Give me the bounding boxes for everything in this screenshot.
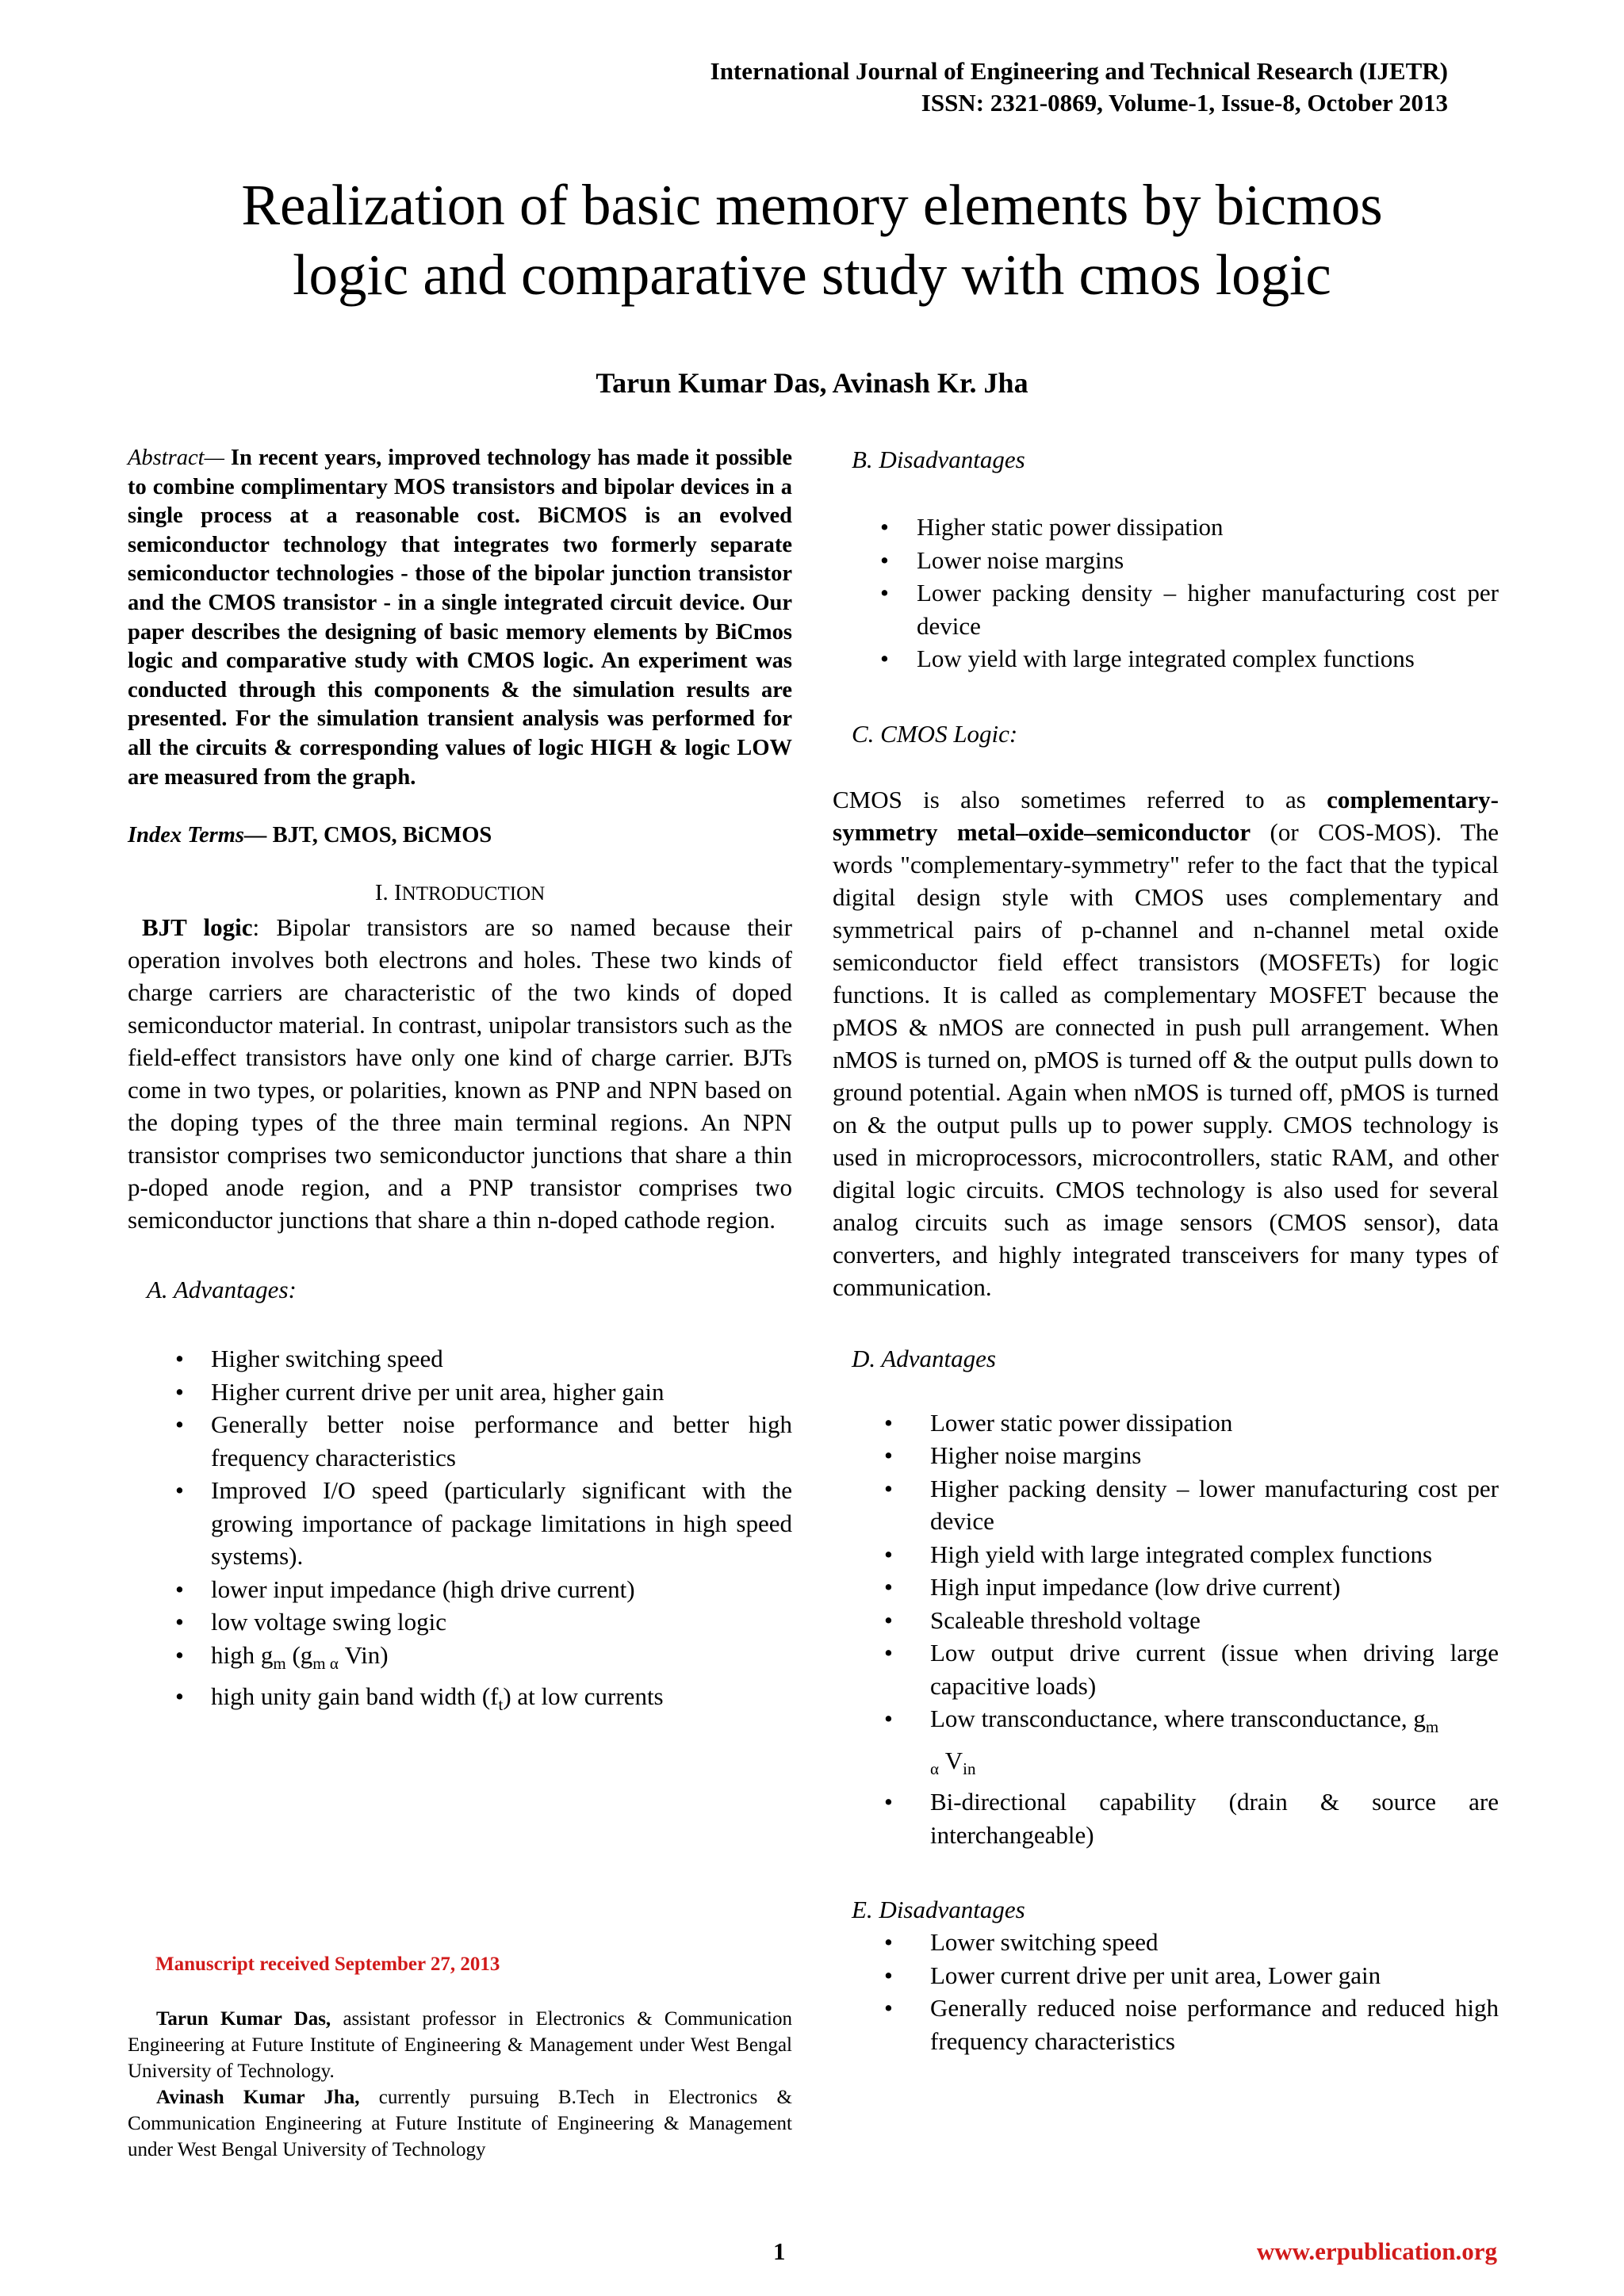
journal-name: International Journal of Engineering and Technical Research (IJETR) [710,57,1448,85]
section-number: I. I [374,880,402,906]
list-item: • Higher packing density – lower manufacturing cost per device [833,1472,1499,1538]
list-item: • Higher switching speed [128,1342,792,1376]
advantages-a-heading: A. Advantages: [147,1276,297,1304]
gm-subscript: m α [312,1653,339,1673]
abstract-text: In recent years, improved technology has made it possible to combine complimentary MOS transistors and bipolar devices in a single process at a reasonable cost. BiCMOS is an evolved semiconductor technology that integrates two formerly separate semiconductor technologies - those of the bipolar junction transistor and the CMOS transistor - in a single integrated circuit device. Our paper describes the designing of basic memory elements by BiCmos logic and comparative study with CMOS logic. An experiment was conducted through this components & the simulation results are presented. For the simulation transient analysis was performed for all the circuits & corresponding values of logic HIGH & logic LOW are measured from the graph. [128,446,792,790]
footnote-author-1-name: Tarun Kumar Das, [156,2008,331,2030]
disadvantages-b-heading: B. Disadvantages [852,446,1025,473]
list-item: • Higher static power dissipation [833,511,1499,544]
footnote-author-2-text: currently pursuing B.Tech in Electronics & Communication Engineering at Future Institute of Engineering & Management under West Bengal University of Technology [128,2087,792,2160]
list-item: • Scaleable threshold voltage [833,1604,1499,1637]
ft-text: ) at low currents [503,1682,664,1711]
trans-alpha: α [930,1758,940,1778]
list-item-transconductance [833,1702,1499,1785]
index-terms-text: BJT, CMOS, BiCMOS [266,823,492,848]
advantages-d-heading: D. Advantages [852,1344,996,1372]
footnote-author-2 [128,2084,792,2163]
cmos-paragraph [833,783,1499,1303]
list-item: • Generally better noise performance and better high frequency characteristics [128,1408,792,1474]
cmos-c-heading: C. CMOS Logic: [852,719,1018,748]
list-item: • lower input impedance (high drive current) [128,1573,792,1606]
gm-subscript: m [273,1653,286,1673]
paper-title [0,170,1624,310]
trans-text: V [939,1746,963,1774]
section-title: NTRODUCTION [401,883,546,905]
list-item-ft [128,1680,792,1722]
list-item: • Lower static power dissipation [833,1406,1499,1440]
list-item: • High input impedance (low drive current) [833,1571,1499,1604]
cmos-text-2: (or COS-MOS). The words "complementary-symmetry" refer to the fact that the typical digital design style with CMOS uses complementary and symmetrical pairs of p-channel and n-channel metal oxide semiconductor field effect transistors (MOSFETs) for logic functions. It is called as complementary MOSFET because the pMOS & nMOS are connected in push pull arrangement. When nMOS is turned on, pMOS is turned off & the output pulls down to ground potential. Again when nMOS is turned off, pMOS is turned on & the output pulls up to power supply. CMOS technology is used in microprocessors, microcontrollers, static RAM, and other digital logic circuits. CMOS technology is also used for several analog circuits such as image sensors (CMOS sensor), data converters, and highly integrated transceivers for many types of communication. [833,817,1499,1301]
gm-text: high g [211,1640,274,1669]
title-line-1: Realization of basic memory elements by bicmos [241,173,1383,237]
section-heading-introduction [128,880,792,906]
list-item: • low voltage swing logic [128,1605,792,1639]
list-item: • Generally reduced noise performance and reduced high frequency characteristics [833,1992,1499,2057]
manuscript-received: Manuscript received September 27, 2013 [155,1954,500,1975]
abstract-lead: Abstract [128,446,205,470]
trans-text: Low transconductance, where transconductance, g [930,1705,1426,1732]
disadvantages-b-list [833,511,1499,675]
list-item: • Higher noise margins [833,1439,1499,1472]
page-number: 1 [773,2237,786,2265]
index-terms [128,823,792,848]
intro-text: : Bipolar transistors are so named because their operation involves both electrons and holes. These two kinds of charge carriers are characteristic of the two kinds of doped semiconductor material. In contrast, unipolar transistors such as the field-effect transistors have only one kind of charge carrier. BJTs come in two types, or polarities, known as PNP and NPN based on the doping types of the three main terminal regions. An NPN transistor comprises two semiconductor junctions that share a thin p-doped anode region, and a PNP transistor comprises two semiconductor junctions that share a thin n-doped cathode region. [128,913,792,1234]
cmos-bold-term: complementary-symmetry metal–oxide–semiconductor [833,785,1499,846]
trans-subscript: in [963,1758,976,1778]
footnote-author-1-text: assistant professor in Electronics & Communication Engineering at Future Institute of Engineering & Management under West Bengal University of Technology. [128,2008,793,2082]
ft-subscript: t [498,1695,504,1715]
gm-text: (g [285,1640,313,1669]
list-item: • Low yield with large integrated complex functions [833,642,1499,675]
footnote-author-1 [128,2006,792,2084]
authors: Tarun Kumar Das, Avinash Kr. Jha [596,367,1028,399]
advantages-d-list [833,1406,1499,1852]
list-item: • High yield with large integrated complex functions [833,1538,1499,1571]
left-column [128,444,792,1722]
disadvantages-e-heading: E. Disadvantages [852,1896,1025,1923]
journal-header [710,55,1448,119]
abstract [128,444,792,792]
ft-text: high unity gain band width (f [211,1682,499,1711]
list-item: • Bi-directional capability (drain & source are interchangeable) [833,1785,1499,1851]
trans-subscript: m [1425,1717,1439,1736]
gm-text: Vin) [338,1640,389,1669]
journal-issn: ISSN: 2321-0869, Volume-1, Issue-8, October 2013 [921,89,1448,117]
list-item: • Lower noise margins [833,544,1499,577]
abstract-dash: — [204,446,231,470]
cmos-text-1: CMOS is also sometimes referred to as [833,785,1327,813]
intro-paragraph [128,911,792,1236]
list-item: • Improved I/O speed (particularly significant with the growing importance of package limitations in high speed systems). [128,1474,792,1573]
list-item: • Higher current drive per unit area, higher gain [128,1376,792,1409]
intro-lead: BJT logic [142,913,253,942]
list-item: • Lower current drive per unit area, Lower gain [833,1959,1499,1992]
title-line-2: logic and comparative study with cmos logic [293,243,1331,307]
list-item-gm [128,1639,792,1681]
publisher-url[interactable]: www.erpublication.org [1256,2237,1497,2265]
list-item: • Low output drive current (issue when driving large capacitive loads) [833,1636,1499,1702]
index-terms-lead: Index Terms— [128,823,267,848]
footnote-author-2-name: Avinash Kumar Jha, [156,2087,360,2108]
advantages-a-list [128,1342,792,1722]
list-item: • Lower packing density – higher manufacturing cost per device [833,576,1499,642]
author-footnote [128,2006,792,2163]
list-item: • Lower switching speed [833,1926,1499,1959]
right-column [833,444,1499,2057]
disadvantages-e-list [833,1926,1499,2057]
